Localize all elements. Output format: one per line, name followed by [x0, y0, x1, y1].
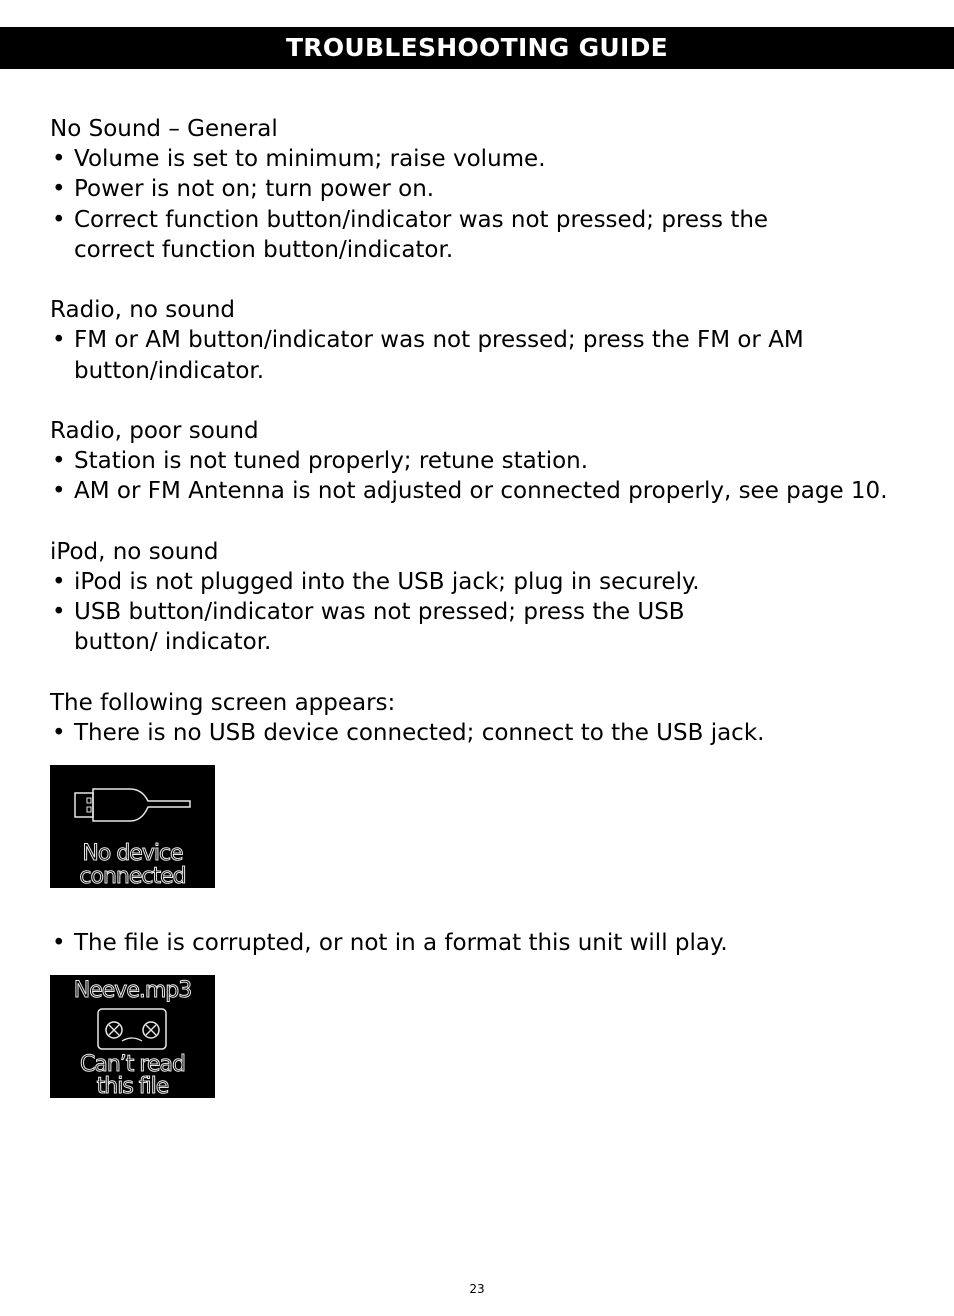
- page-number: 23: [469, 1282, 485, 1296]
- section-radio-no-sound: [50, 295, 910, 386]
- list-item: [50, 718, 910, 748]
- list-item-text: The file is corrupted, or not in a format this unit will play.: [74, 930, 728, 957]
- page-title: TROUBLESHOOTING GUIDE: [0, 27, 954, 69]
- list-item-text: Correct function button/indicator was not pressed; press the correct function button/indicator.: [74, 206, 769, 263]
- list-item: [50, 476, 919, 506]
- bullet-icon: •: [52, 327, 66, 354]
- screen-no-device: [50, 765, 215, 888]
- list-item-text: Station is not tuned properly; retune station.: [74, 448, 589, 475]
- list-item: [50, 205, 814, 265]
- screen-message-line1: No device: [82, 841, 183, 867]
- list-item-text: iPod is not plugged into the USB jack; plug in securely.: [74, 569, 700, 595]
- bullet-list: [50, 446, 910, 506]
- bullet-list: [50, 325, 910, 385]
- bullet-icon: •: [52, 478, 66, 505]
- bullet-list: [50, 567, 910, 658]
- screen-corrupt-file: [50, 975, 215, 1098]
- list-item-text: AM or FM Antenna is not adjusted or connected properly, see page 10.: [74, 478, 888, 505]
- list-item-text: Power is not on; turn power on.: [74, 176, 435, 203]
- list-item: [50, 174, 910, 204]
- bullet-icon: •: [52, 206, 66, 233]
- list-item: [50, 325, 854, 385]
- bullet-icon: •: [52, 176, 66, 203]
- troubleshooting-content: [50, 114, 910, 1098]
- list-item: [50, 446, 910, 476]
- section-heading: Radio, no sound: [50, 297, 236, 324]
- bullet-icon: •: [52, 569, 66, 595]
- screen-message-line1: Can’t read: [80, 1052, 185, 1078]
- section-no-sound-general: [50, 114, 910, 265]
- list-item-text: Volume is set to minimum; raise volume.: [74, 146, 546, 173]
- section-heading: No Sound – General: [50, 116, 278, 142]
- bullet-list: [50, 928, 910, 958]
- section-heading: The following screen appears:: [50, 689, 396, 716]
- list-item: [50, 144, 910, 174]
- list-item: [50, 567, 910, 597]
- list-item: [50, 928, 910, 958]
- bullet-icon: •: [52, 930, 66, 957]
- section-radio-poor-sound: [50, 416, 910, 507]
- section-ipod-no-sound: [50, 537, 910, 658]
- bullet-list: [50, 718, 910, 748]
- screen-message-line2: connected: [79, 864, 186, 889]
- section-heading: Radio, poor sound: [50, 418, 259, 444]
- list-item-text: USB button/indicator was not pressed; press the USB button/ indicator.: [74, 599, 685, 656]
- section-heading: iPod, no sound: [50, 538, 219, 565]
- bullet-icon: •: [52, 146, 66, 173]
- bullet-icon: •: [52, 448, 66, 475]
- bullet-icon: •: [52, 599, 66, 626]
- list-item-text: There is no USB device connected; connect to the USB jack.: [74, 720, 765, 746]
- screen-message-line2: this file: [96, 1074, 169, 1099]
- bullet-list: [50, 144, 910, 265]
- section-screen-appears: [50, 688, 910, 748]
- bullet-icon: •: [52, 720, 66, 746]
- list-item-text: FM or AM button/indicator was not pressed; press the FM or AM button/indicator.: [74, 327, 804, 384]
- list-item: [50, 597, 734, 657]
- screen-filename: Neeve.mp3: [73, 978, 192, 1004]
